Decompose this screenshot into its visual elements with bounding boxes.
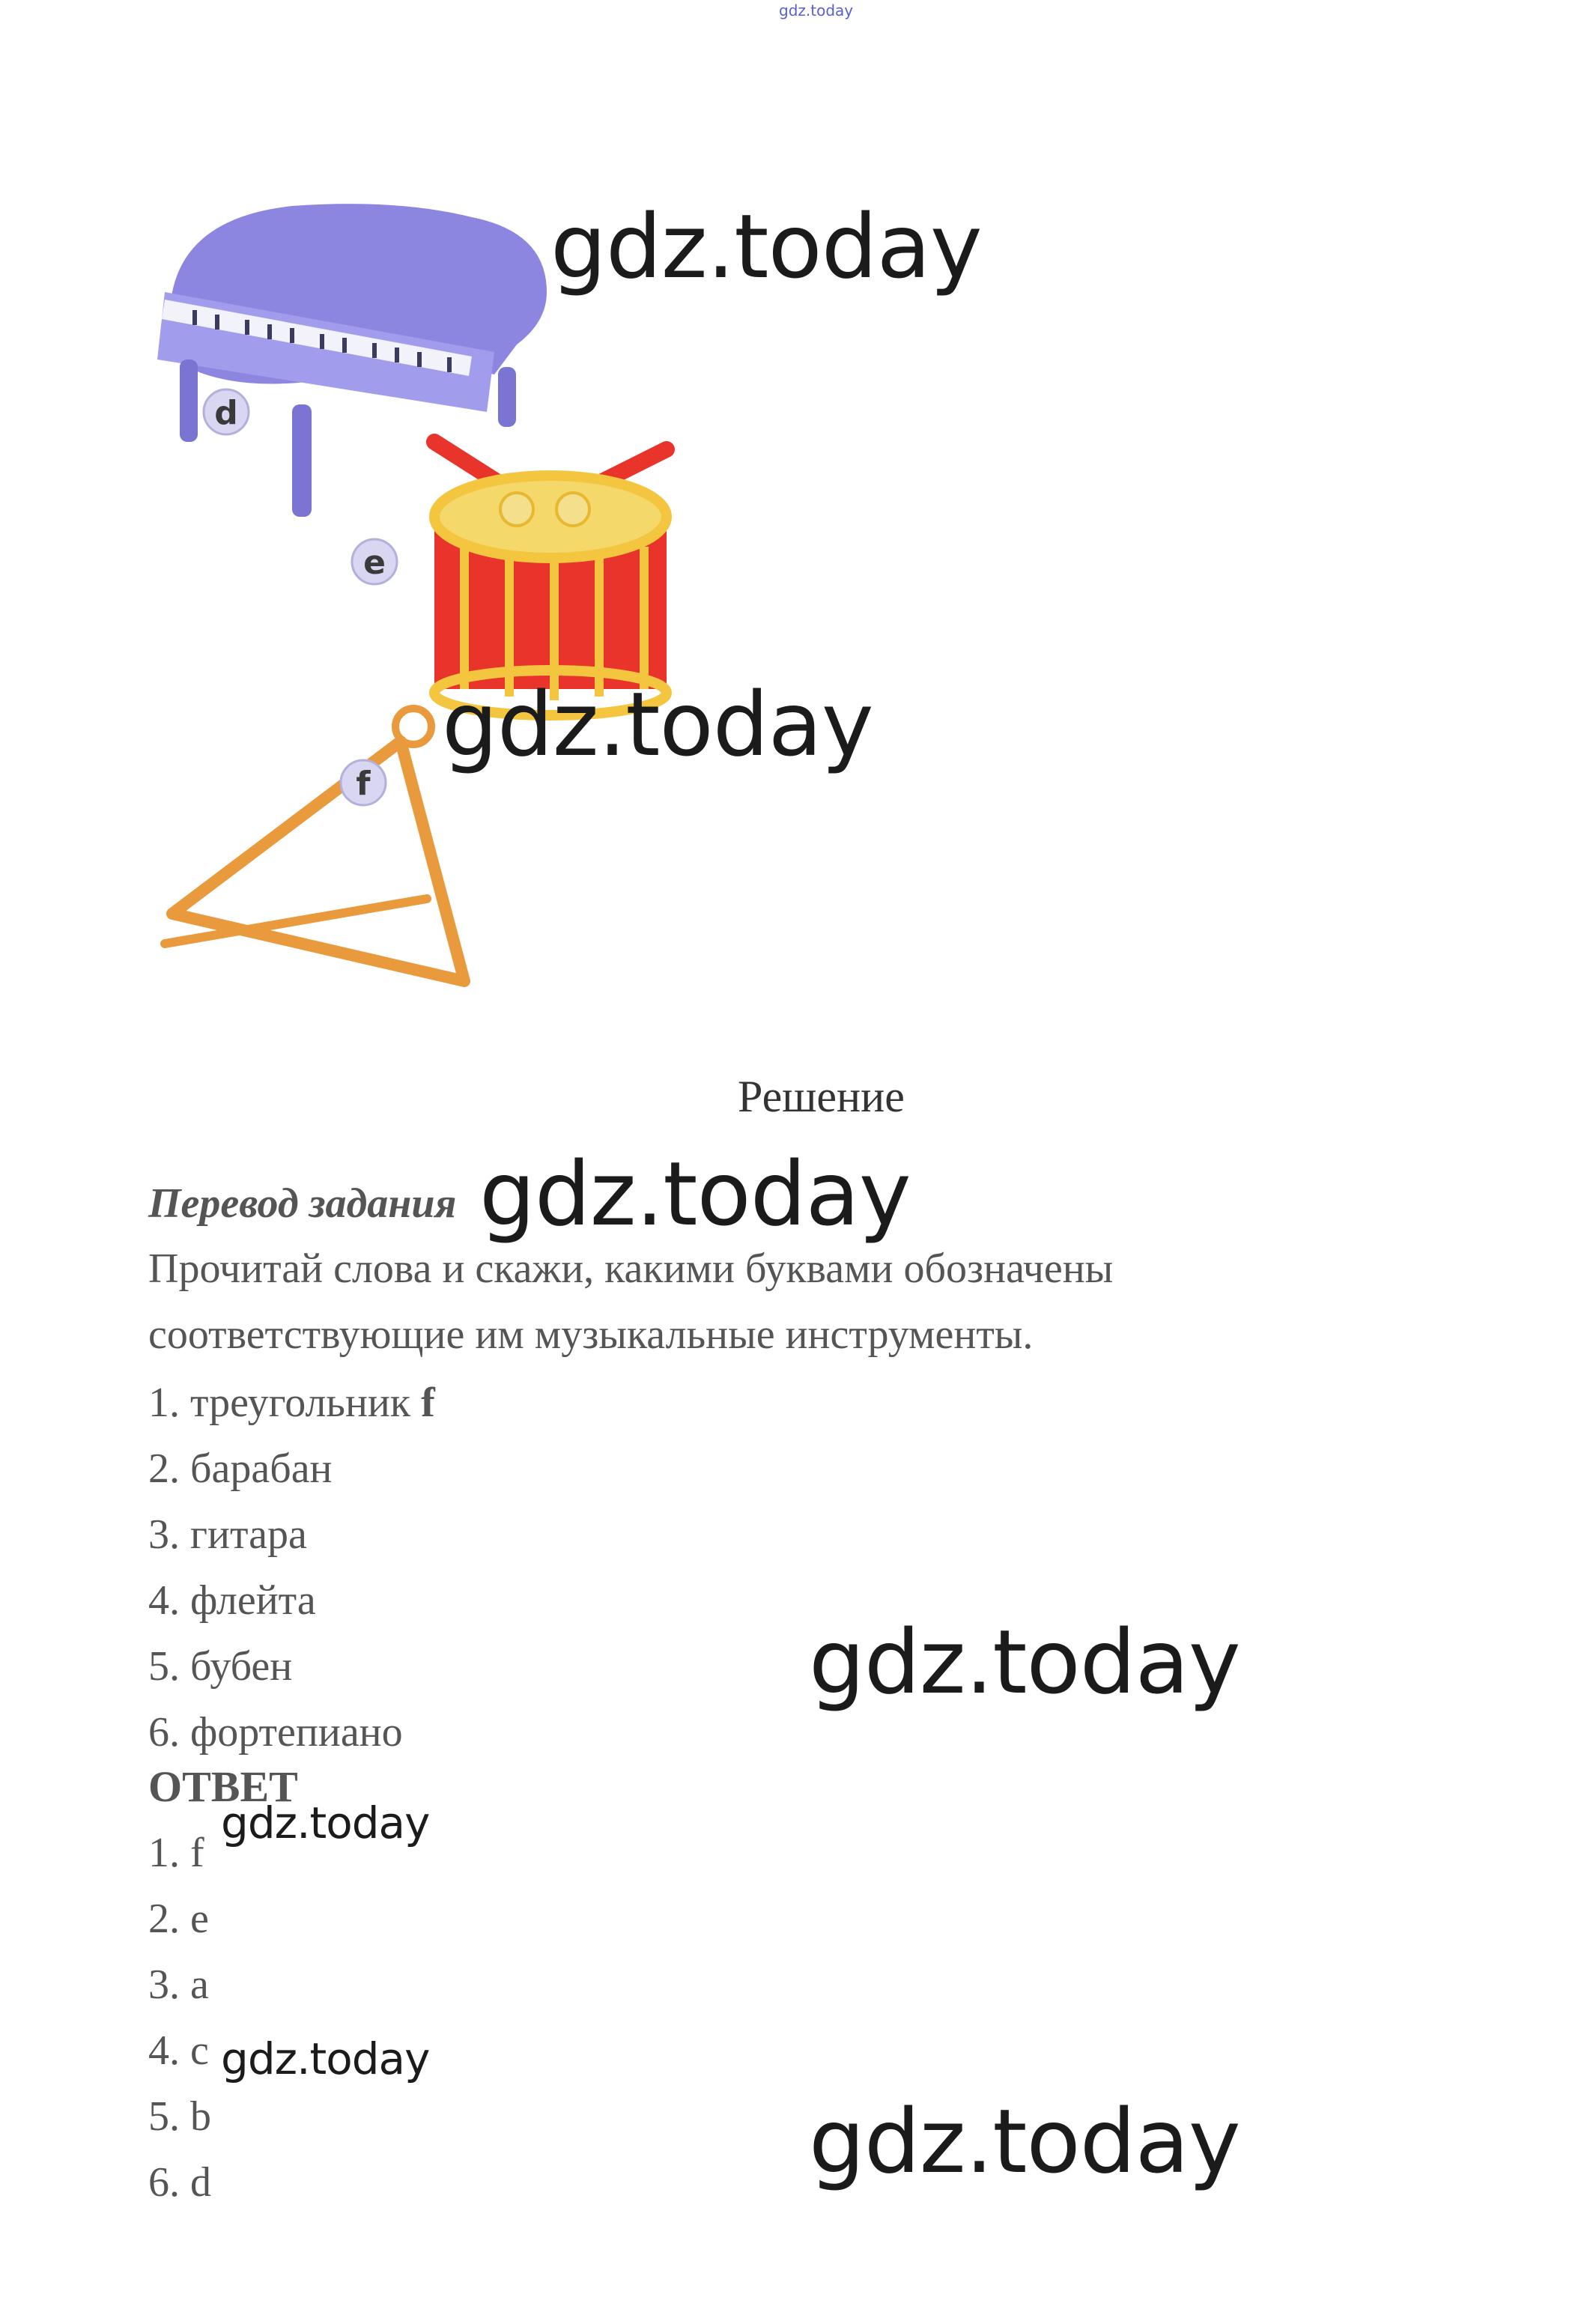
list-item: 6. фортепиано (148, 1709, 403, 1756)
list-item: 5. b (148, 2093, 211, 2140)
piano-badge: d (214, 394, 238, 432)
watermark: gdz.today (550, 195, 982, 298)
triangle-badge: f (356, 765, 371, 803)
list-item: 4. c (148, 2027, 209, 2074)
task-title: Перевод задания (148, 1180, 457, 1227)
watermark: gdz.today (442, 673, 873, 776)
watermark: gdz.today (479, 1142, 911, 1245)
watermark: gdz.today (809, 2090, 1240, 2193)
list-item: 4. флейта (148, 1577, 316, 1624)
top-watermark: gdz.today (779, 1, 854, 19)
word-list (148, 1370, 435, 1765)
list-item: 6. d (148, 2159, 211, 2206)
solution-heading: Решение (738, 1072, 905, 1121)
watermark: gdz.today (221, 2033, 430, 2084)
list-item: 1. треугольник f (148, 1380, 435, 1426)
triangle-image (165, 709, 464, 981)
drum-badge: e (363, 544, 386, 582)
task-text: Прочитай слова и скажи, какими буквами обозначены соответствующие им музыкальные инструменты. (148, 1245, 1114, 1358)
list-item: 2. барабан (148, 1445, 333, 1492)
list-item: 3. гитара (148, 1511, 307, 1558)
list-item: 2. e (148, 1896, 209, 1942)
list-item: 1. f (148, 1830, 204, 1876)
answer-list (148, 1820, 211, 2215)
list-item: 5. бубен (148, 1643, 293, 1690)
instruments-illustration (142, 187, 741, 1011)
list-item: 3. a (148, 1961, 209, 2008)
watermark: gdz.today (221, 1797, 430, 1848)
answer-title: ОТВЕТ (148, 1762, 298, 1811)
watermark: gdz.today (809, 1610, 1240, 1714)
